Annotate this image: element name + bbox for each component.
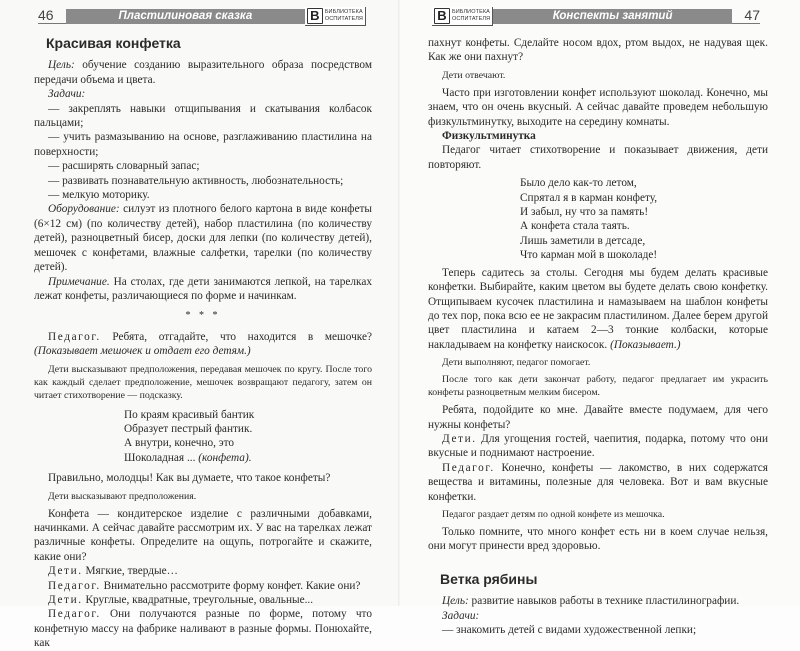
- body-paragraph: Конфета — кондитерское изделие с различными добавками, начинками. А сейчас давайте рассмотрим их. У вас на тарелках лежат различные конфеты. Определите на ощупь, потрогайте и скажите, какие они?: [34, 507, 372, 563]
- logo-letter-icon: B: [307, 8, 323, 24]
- stage-direction: Дети высказывают предположения, передавая мешочек по кругу. После того как каждый сделает предположение, мешочек возвращают педагогу, затем он читает стихотворение — подсказку.: [34, 363, 372, 401]
- note-paragraph: Примечание. На столах, где дети занимаются лепкой, на тарелках лежат конфеты, различающиеся по форме и начинкам.: [34, 275, 372, 302]
- poem-line: По краям красивый бантик: [124, 408, 255, 421]
- task-item: — закреплять навыки отщипывания и скатывания колбасок пальцами;: [34, 102, 372, 130]
- poem-line: Шоколадная ... (конфета).: [124, 451, 252, 464]
- body-paragraph: пахнут конфеты. Сделайте носом вдох, ртом выдох, не надувая щек. Как же они пахнут?: [428, 37, 768, 64]
- left-page-body: [34, 36, 372, 651]
- running-title: Конспекты занятий: [493, 9, 732, 24]
- page-number: 47: [732, 8, 760, 24]
- task-item: — мелкую моторику.: [48, 189, 150, 202]
- poem-line: Лишь заметили в детсаде,: [520, 234, 646, 247]
- page-number: 46: [38, 8, 66, 24]
- tasks-label: Задачи:: [442, 609, 480, 622]
- body-paragraph: Только помните, что много конфет есть ни в коем случае нельзя, они могут принести вред здоровью.: [428, 525, 768, 553]
- body-paragraph: Ребята, подойдите ко мне. Давайте вместе подумаем, для чего нужны конфеты?: [428, 404, 768, 431]
- running-header-right: [432, 8, 760, 24]
- poem-line: Было дело как-то летом,: [520, 177, 637, 190]
- publisher-logo: [432, 7, 493, 26]
- dialog-line: Педагог. Они получаются разные по форме, потому что конфетную массу на фабрике наливают в разные формы. Понюхайте, как: [34, 608, 372, 650]
- stage-direction: Дети отвечают.: [442, 69, 506, 81]
- logo-letter-icon: B: [434, 8, 450, 24]
- goal-paragraph: Цель: обучение созданию выразительного образа посредством передачи объема и цвета.: [34, 59, 372, 86]
- running-header-left: [38, 8, 366, 24]
- body-paragraph: Часто при изготовлении конфет используют шоколад. Конечно, мы знаем, что он очень вкусный. А сейчас давайте проведем небольшую физкультминутку, выходите на середину комнаты.: [428, 86, 768, 128]
- subheading: Физкультминутка: [442, 130, 536, 143]
- goal-paragraph: Цель: развитие навыков работы в технике пластилинографии.: [442, 595, 740, 608]
- logo-line1: БИБЛИОТЕКА: [324, 9, 363, 15]
- body-paragraph: Правильно, молодцы! Как вы думаете, что такое конфеты?: [48, 472, 331, 485]
- dialog-paragraph: Педагог. Ребята, отгадайте, что находится в мешочке? (Показывает мешочек и отдает его детям.): [34, 330, 372, 358]
- right-page-body: [428, 36, 768, 637]
- section-title: Красивая конфетка: [46, 35, 181, 51]
- left-page: [0, 0, 400, 650]
- poem-line: Спрятал я в карман конфету,: [520, 191, 658, 204]
- goal-label: Цель:: [48, 59, 75, 72]
- equipment-paragraph: Оборудование: силуэт из плотного белого картона в виде конфеты (6×12 см) (по количеству детей), набор пластилина (по количеству детей), разноцветный бисер, доски для лепки (по количеству детей), мешочек с конфетами, влажные салфетки, тарелки (по количеству детей).: [34, 203, 372, 274]
- task-item: — расширять словарный запас;: [48, 160, 200, 173]
- dialog-line: Дети. Круглые, квадратные, треугольные, овальные...: [48, 594, 314, 606]
- right-page: [400, 0, 800, 636]
- poem-line: Что карман мой в шоколаде!: [520, 249, 658, 262]
- tasks-label: Задачи:: [48, 88, 86, 101]
- exercise-poem: [520, 176, 768, 262]
- dialog-line: Дети. Мягкие, твердые…: [48, 565, 178, 578]
- poem-line: А внутри, конечно, это: [124, 437, 235, 450]
- body-paragraph: Теперь садитесь за столы. Сегодня мы будем делать красивые конфетки. Выбирайте, каким цветом вы будете делать свою конфетку. Отщипываем кусочек пластилина и намазываем на шаблон конфеты до тех пор, пока всю ее не закрасим пластилином. Далее берем другой цвет пластилина и катаем 2—3 тонкие колбаски, которые накладываем на конфетку наискосок. (Показывает.): [428, 266, 768, 351]
- stage-direction: После того как дети закончат работу, педагог предлагает им украсить конфеты разноцветным мелким бисером.: [428, 374, 768, 399]
- poem-line: И забыл, ну что за память!: [520, 206, 649, 219]
- task-item: — учить размазыванию на основе, разглаживанию пластилина на поверхности;: [34, 131, 372, 158]
- logo-line2: ОСПИТАТЕЛЯ: [452, 15, 491, 22]
- running-title: Пластилиновая сказка: [66, 9, 305, 24]
- poem-line: А конфета стала таять.: [520, 220, 630, 233]
- logo-line2: ОСПИТАТЕЛЯ: [324, 15, 363, 22]
- section-separator: * * *: [185, 310, 221, 322]
- stage-direction: Педагог раздает детям по одной конфете из мешочка.: [442, 508, 665, 520]
- stage-direction: Дети высказывают предположения.: [48, 490, 197, 502]
- dialog-line: Педагог. Конечно, конфеты — лакомство, в них содержатся вещества и витамины, полезные для человека. Вот и вам вкусные конфетки.: [428, 461, 768, 503]
- riddle-poem: [124, 408, 372, 466]
- task-item: — развивать познавательную активность, любознательность;: [48, 174, 344, 187]
- dialog-line: Педагог. Внимательно рассмотрите форму конфет. Какие они?: [48, 579, 361, 592]
- publisher-logo: [305, 7, 366, 26]
- stage-direction: Дети выполняют, педагог помогает.: [442, 357, 591, 369]
- speaker: Педагог.: [48, 330, 101, 343]
- body-paragraph: Педагог читает стихотворение и показывает движения, дети повторяют.: [428, 144, 768, 171]
- task-item: — знакомить детей с видами художественной лепки;: [442, 624, 697, 636]
- logo-line1: БИБЛИОТЕКА: [452, 9, 490, 15]
- poem-line: Образует пестрый фантик.: [124, 422, 253, 435]
- section-title: Ветка рябины: [440, 570, 538, 587]
- dialog-line: Дети. Для угощения гостей, чаепития, подарка, потому что они вкусные и поднимают настроение.: [428, 432, 768, 460]
